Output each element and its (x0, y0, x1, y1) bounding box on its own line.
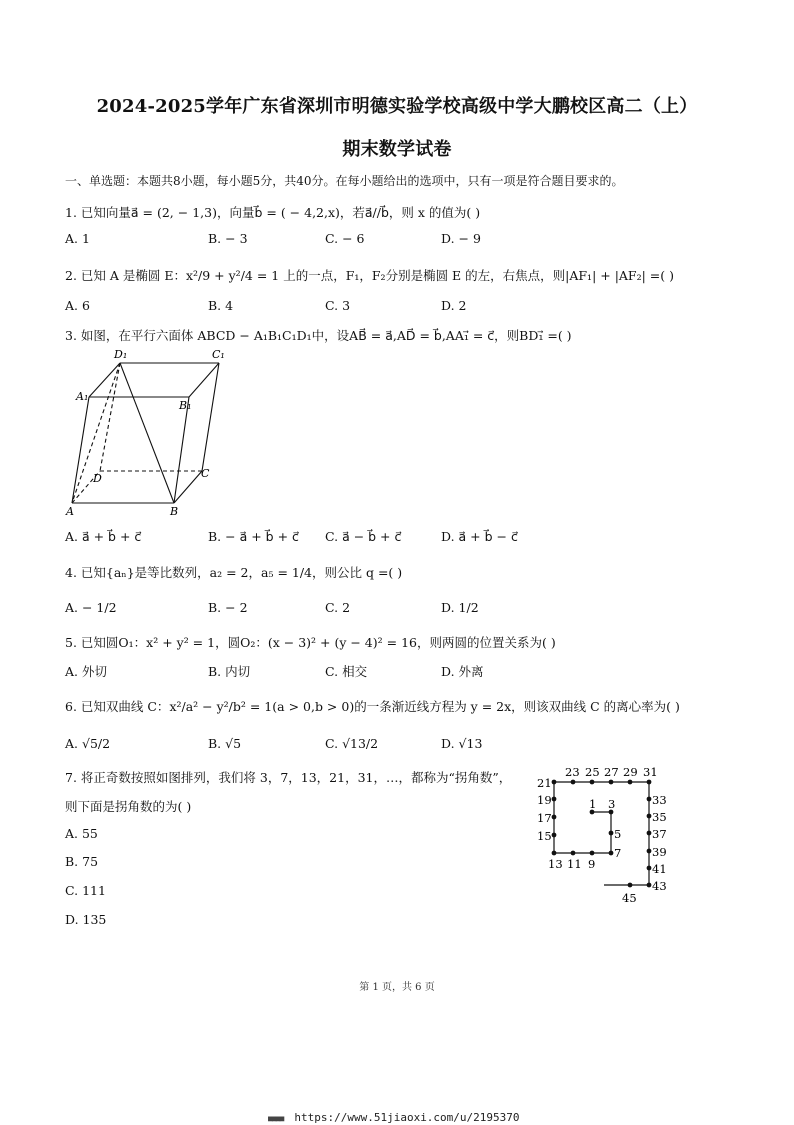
q1-option-a: A. 1 (65, 231, 90, 246)
q3-option-d: D. a⃗ + b⃗ − c⃗ (441, 529, 518, 544)
question-2-stem: 2. 已知 A 是椭圆 E：x²/9 + y²/4 = 1 上的一点，F₁，F₂分别是椭圆 E 的左，右焦点，则|AF₁| + |AF₂| =( ) (65, 268, 675, 283)
label-a: A (66, 505, 74, 518)
q3-option-a: A. a⃗ + b⃗ + c⃗ (65, 529, 142, 544)
q3-option-c: C. a⃗ − b⃗ + c⃗ (325, 529, 402, 544)
q2-option-c: C. 3 (325, 298, 351, 313)
spiral-13: 13 (548, 857, 563, 871)
q5-option-d: D. 外离 (441, 664, 484, 679)
question-7-stem-line2: 则下面是拐角数的为( ) (65, 799, 192, 814)
question-5-stem: 5. 已知圆O₁：x² + y² = 1，圆O₂：(x − 3)² + (y − 4)² = 16，则两圆的位置关系为( ) (65, 635, 556, 650)
page-footer: 第 1 页，共 6 页 (359, 982, 435, 993)
q5-option-b: B. 内切 (208, 664, 251, 679)
spiral-37: 37 (652, 827, 667, 841)
label-d: D (93, 472, 102, 485)
q7-option-a: A. 55 (65, 826, 98, 841)
spiral-9: 9 (588, 857, 596, 871)
q5-option-a: A. 外切 (65, 664, 107, 679)
section-heading: 一、单选题：本题共8小题，每小题5分，共40分。在每小题给出的选项中，只有一项是符合题目要求的。 (65, 174, 624, 188)
q2-option-d: D. 2 (441, 298, 467, 313)
q1-option-c: C. − 6 (325, 231, 365, 246)
question-7-stem: 7. 将正奇数按照如图排列，我们将 3，7，13，21，31，…，都称为“拐角数”， (65, 770, 512, 785)
q4-option-d: D. 1/2 (441, 600, 479, 615)
spiral-figure (534, 762, 674, 910)
spiral-17: 17 (537, 811, 552, 825)
q6-option-a: A. √5/2 (65, 736, 111, 751)
q1-option-d: D. − 9 (441, 231, 481, 246)
q6-option-d: D. √13 (441, 736, 483, 751)
spiral-35: 35 (652, 810, 667, 824)
label-b1: B₁ (179, 399, 192, 412)
spiral-19: 19 (537, 793, 552, 807)
spiral-3: 3 (608, 797, 616, 811)
label-d1: D₁ (114, 348, 128, 361)
q4-option-c: C. 2 (325, 600, 351, 615)
q4-option-a: A. − 1/2 (65, 600, 117, 615)
url-prefix-icon: ■■■■ (268, 1114, 284, 1123)
spiral-23: 23 (565, 765, 580, 779)
spiral-21: 21 (537, 776, 552, 790)
question-3-stem: 3. 如图，在平行六面体 ABCD − A₁B₁C₁D₁中，设AB⃗ = a⃗,AD⃗ = b⃗,AA₁⃗ = c⃗，则BD₁⃗ =( ) (65, 328, 572, 343)
url-bar (268, 1106, 520, 1125)
spiral-43: 43 (652, 879, 667, 893)
spiral-25: 25 (585, 765, 600, 779)
q2-option-b: B. 4 (208, 298, 234, 313)
q1-option-b: B. − 3 (208, 231, 248, 246)
q6-option-c: C. √13/2 (325, 736, 379, 751)
label-c1: C₁ (212, 348, 225, 361)
q6-option-b: B. √5 (208, 736, 242, 751)
page-title: 2024-2025学年广东省深圳市明德实验学校高级中学大鹏校区高二（上） (96, 96, 698, 117)
source-url[interactable]: https://www.51jiaoxi.com/u/2195370 (294, 1111, 520, 1124)
q7-option-b: B. 75 (65, 854, 99, 869)
label-b: B (170, 505, 179, 518)
spiral-41: 41 (652, 862, 667, 876)
spiral-1: 1 (589, 797, 597, 811)
label-c: C (201, 467, 210, 480)
page-subtitle: 期末数学试卷 (342, 139, 452, 160)
parallelepiped-figure (62, 345, 225, 520)
question-6-stem: 6. 已知双曲线 C：x²/a² − y²/b² = 1(a > 0,b > 0)的一条渐近线方程为 y = 2x，则该双曲线 C 的离心率为( ) (65, 699, 680, 714)
spiral-39: 39 (652, 845, 667, 859)
spiral-45: 45 (622, 891, 637, 905)
spiral-5: 5 (614, 827, 622, 841)
question-4-stem: 4. 已知{aₙ}是等比数列，a₂ = 2，a₅ = 1/4，则公比 q =( ) (65, 565, 403, 580)
spiral-29: 29 (623, 765, 638, 779)
q5-option-c: C. 相交 (325, 664, 368, 679)
question-1-stem: 1. 已知向量a⃗ = (2, − 1,3)，向量b⃗ = ( − 4,2,x)，若a⃗//b⃗，则 x 的值为( ) (65, 205, 481, 220)
q7-option-d: D. 135 (65, 912, 107, 927)
spiral-7: 7 (614, 846, 622, 860)
q3-option-b: B. − a⃗ + b⃗ + c⃗ (208, 529, 299, 544)
spiral-31: 31 (643, 765, 658, 779)
label-a1: A₁ (76, 390, 89, 403)
spiral-27: 27 (604, 765, 619, 779)
q4-option-b: B. − 2 (208, 600, 248, 615)
spiral-33: 33 (652, 793, 667, 807)
q7-option-c: C. 111 (65, 883, 106, 898)
spiral-15: 15 (537, 829, 552, 843)
q2-option-a: A. 6 (65, 298, 90, 313)
spiral-11: 11 (567, 857, 582, 871)
